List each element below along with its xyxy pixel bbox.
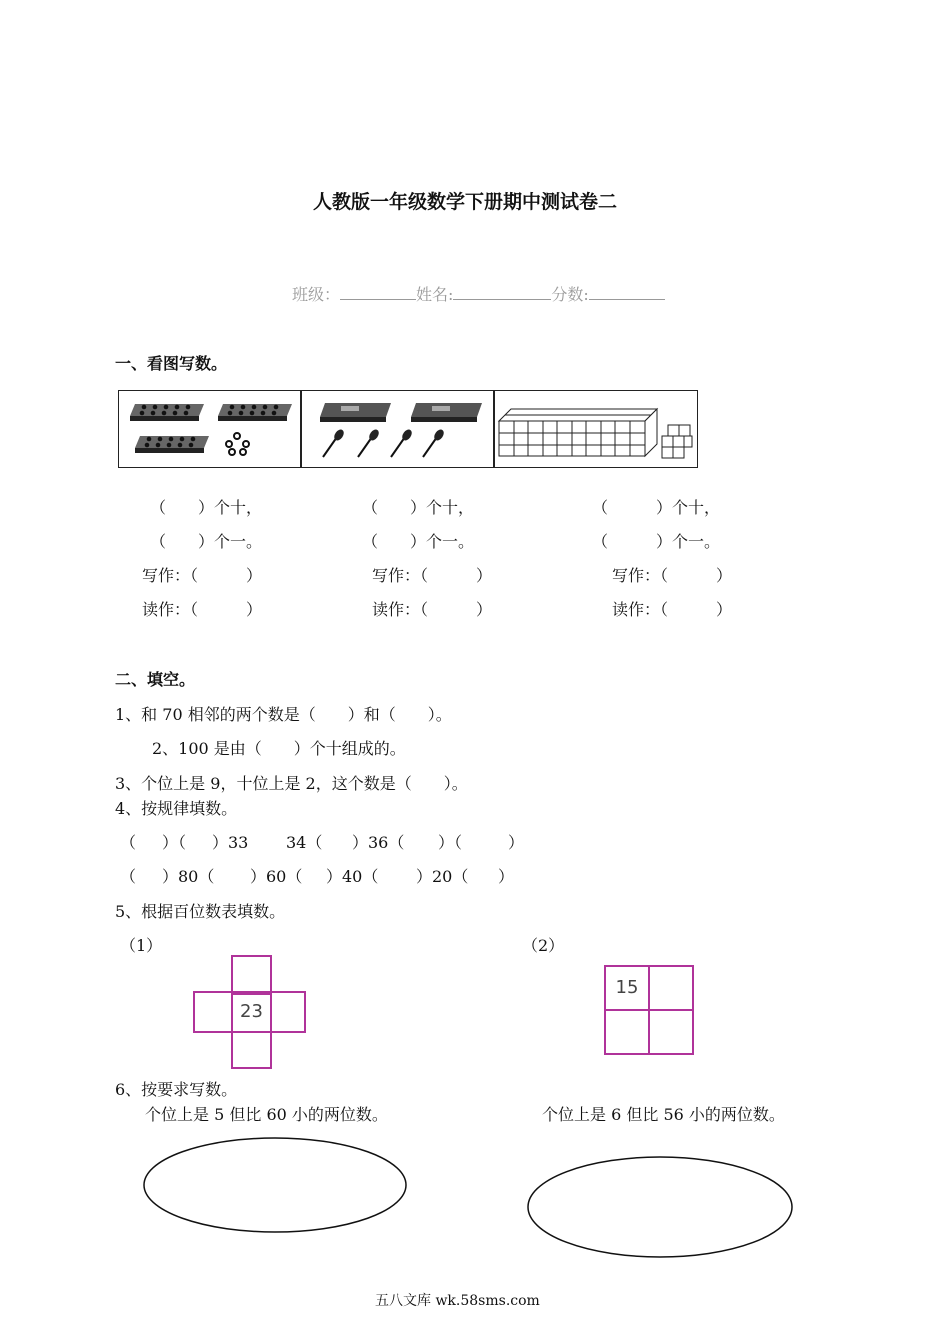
sequence-item: ） (508, 833, 525, 852)
class-label: 班级： (292, 285, 341, 304)
page-title: 人教版一年级数学下册期中测试卷二 (313, 191, 618, 213)
col1-tens: （ ）个十， (150, 498, 263, 517)
q6-right-prompt: 个位上是 6 但比 56 小的两位数。 (542, 1105, 785, 1124)
col2-write: 写作：（ ） (372, 566, 493, 585)
sequence-item: ）36（ (352, 833, 405, 852)
col1-ones: （ ）个一。 (150, 532, 263, 551)
sequence-item: （ (120, 833, 137, 852)
sequence-item: ）（ (438, 833, 463, 852)
question-1: 1、和 70 相邻的两个数是（ ）和（ ）。 (115, 705, 452, 724)
q5-part-1-label: （1） (120, 936, 163, 955)
question-5: 5、根据百位数表填数。 (115, 902, 286, 921)
q5-part-2-label: （2） (522, 936, 565, 955)
col3-ones: （ ）个一。 (592, 532, 721, 551)
question-4: 4、按规律填数。 (115, 799, 238, 818)
footer-watermark: 五八文库 wk.58sms.com (375, 1293, 540, 1309)
sequence-item: ）33 (212, 833, 249, 852)
sequence-item: ）40（ (326, 867, 379, 886)
sequence-item: 34（ (286, 833, 323, 852)
col2-read: 读作：（ ） (372, 600, 493, 619)
answer-oval-left (144, 1138, 406, 1232)
sequence-item: （ (120, 867, 137, 886)
col1-read: 读作：（ ） (142, 600, 263, 619)
question-3: 3、个位上是 9，十位上是 2，这个数是（ ）。 (115, 774, 468, 793)
name-label: 姓名: (416, 285, 454, 304)
question-6: 6、按要求写数。 (115, 1080, 238, 1099)
col3-write: 写作：（ ） (612, 566, 733, 585)
sequence-item: ） (498, 867, 515, 886)
section-1-heading: 一、看图写数。 (115, 354, 228, 373)
question-2: 2、100 是由（ ）个十组成的。 (152, 739, 406, 758)
q6-left-prompt: 个位上是 5 但比 60 小的两位数。 (145, 1105, 388, 1124)
sequence-item: ）60（ (250, 867, 303, 886)
col2-ones: （ ）个一。 (362, 532, 475, 551)
grid-value: 23 (240, 1001, 263, 1022)
score-label: 分数: (551, 285, 589, 304)
col2-tens: （ ）个十， (362, 498, 475, 517)
grid-value: 15 (615, 977, 639, 998)
sequence-item: ）20（ (416, 867, 469, 886)
section-2-heading: 二、填空。 (115, 670, 196, 689)
answer-oval-right (528, 1157, 792, 1257)
col1-write: 写作：（ ） (142, 566, 263, 585)
col3-tens: （ ）个十， (592, 498, 721, 517)
sequence-item: ）（ (162, 833, 187, 852)
col3-read: 读作：（ ） (612, 600, 733, 619)
sequence-item: ）80（ (162, 867, 215, 886)
